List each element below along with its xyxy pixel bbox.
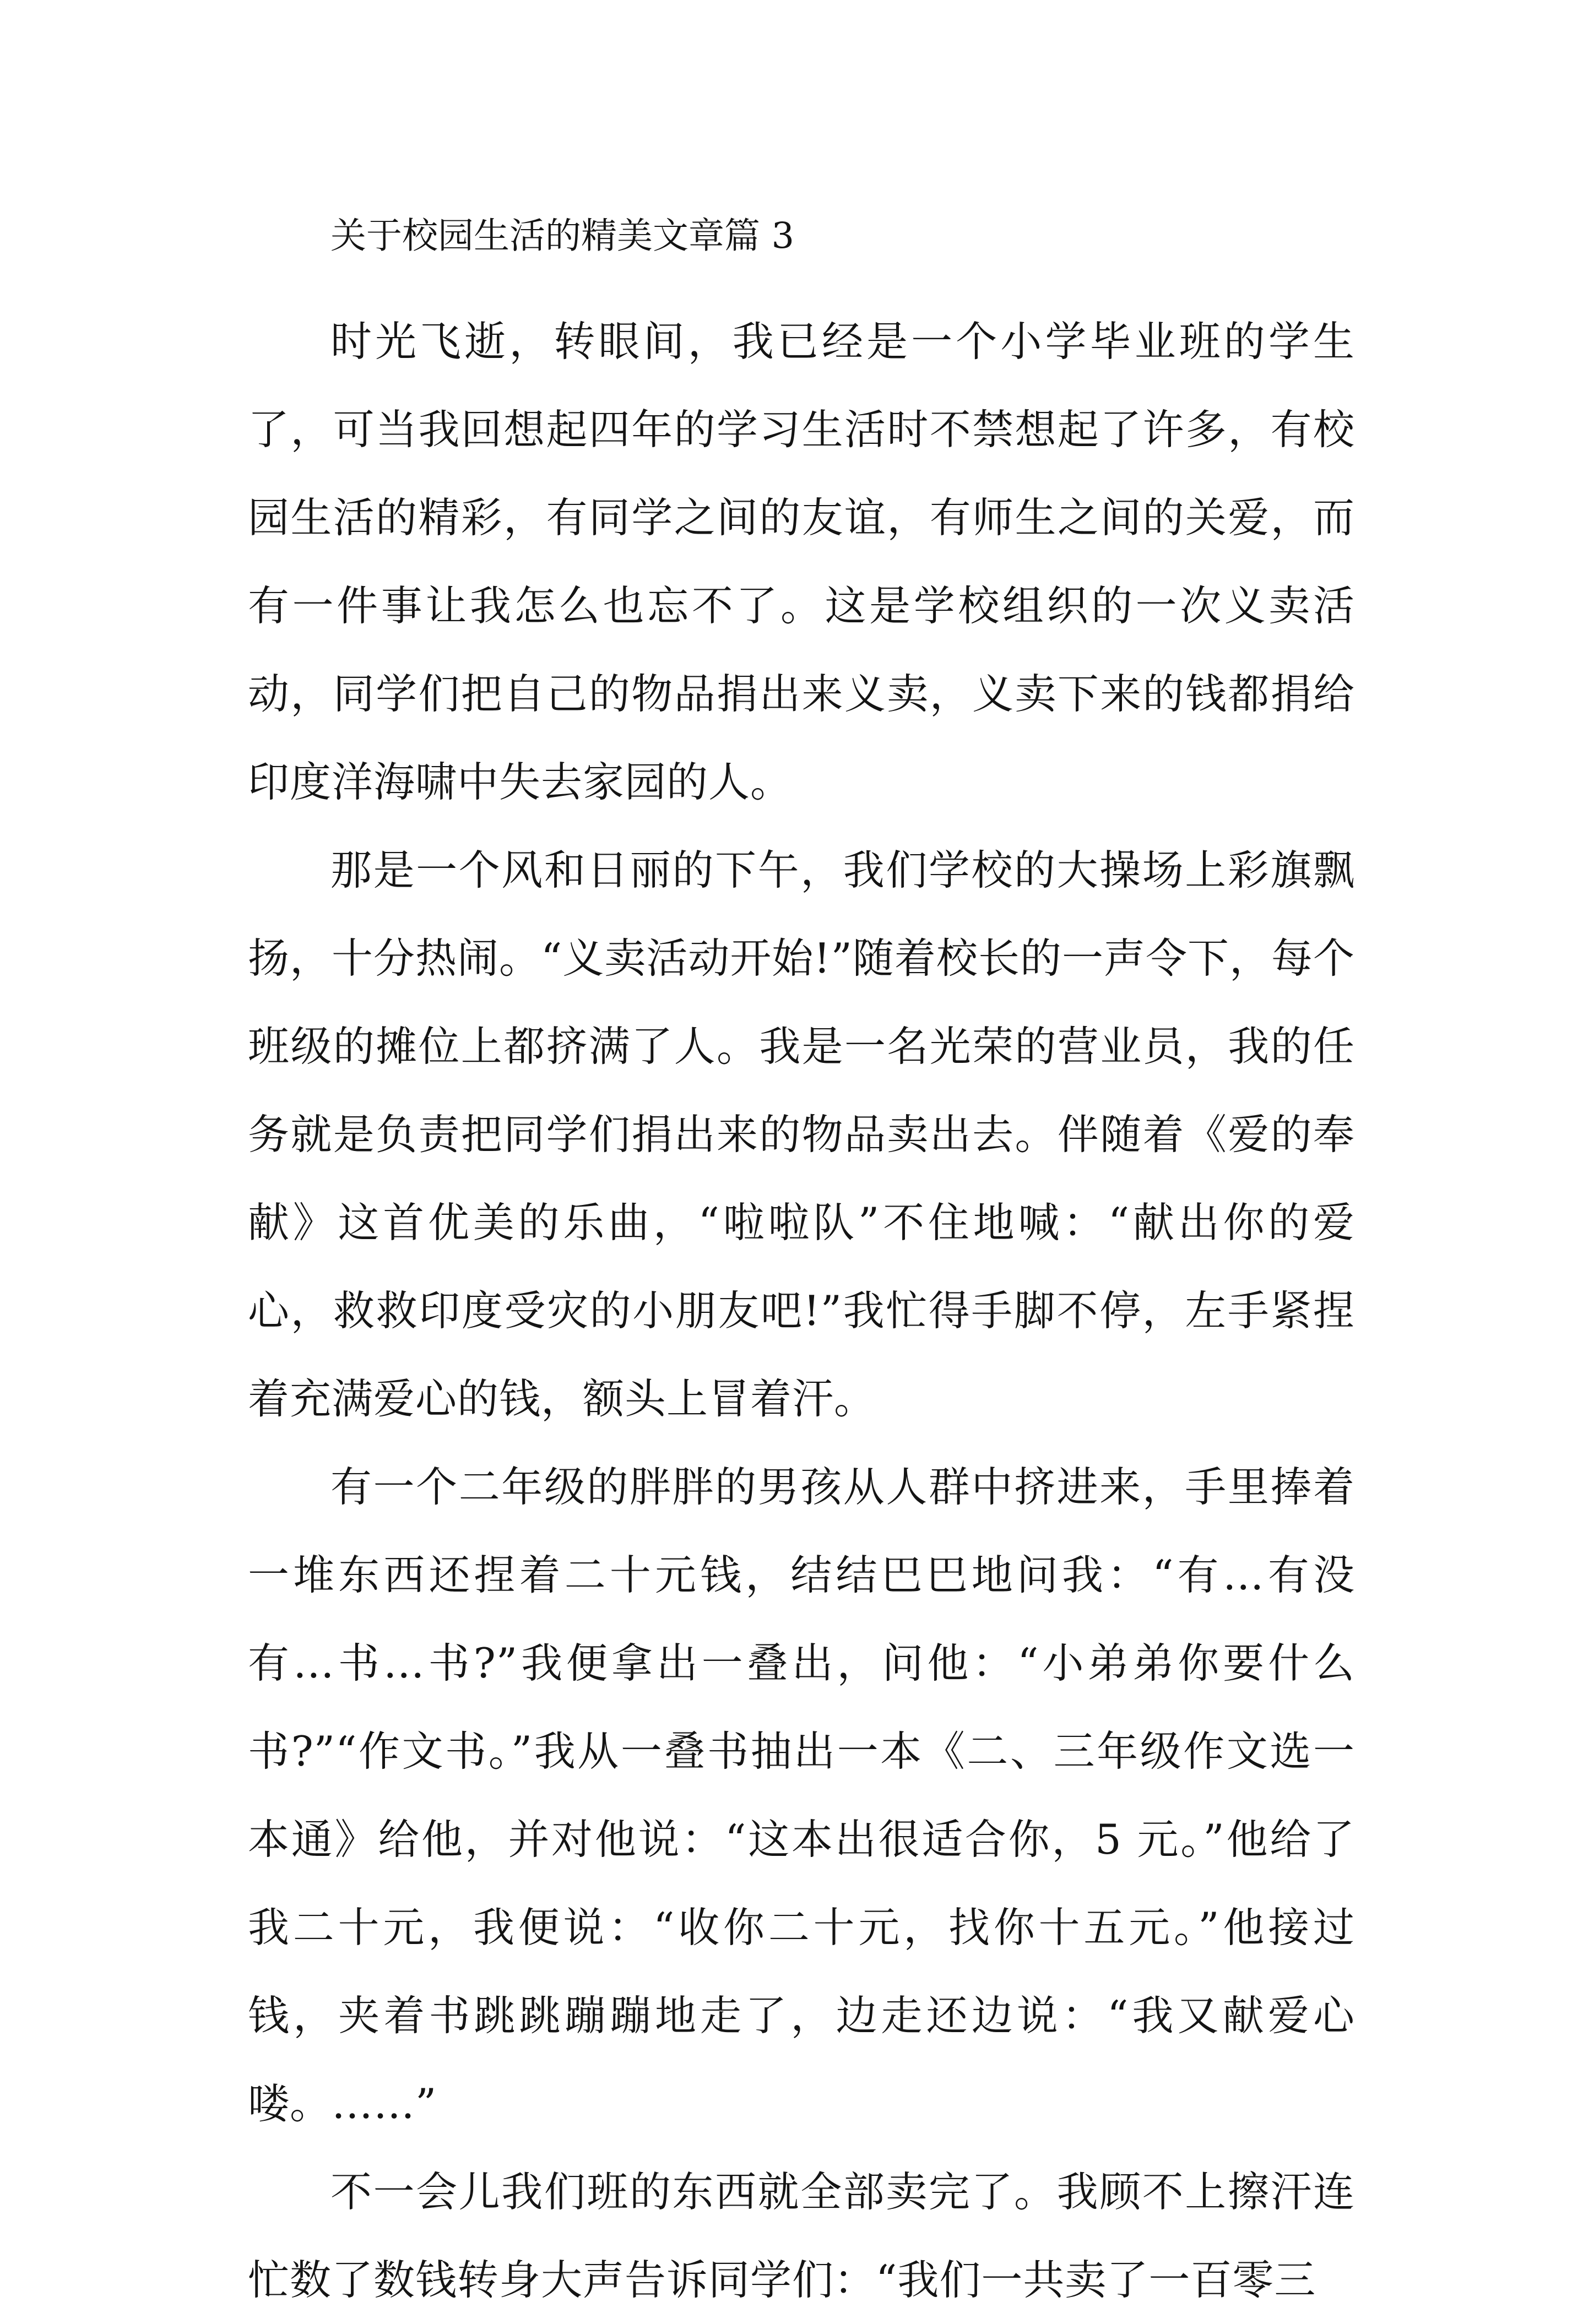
article-title: 关于校园生活的精美文章篇 3	[330, 215, 795, 257]
paragraph-1: 时光飞逝，转眼间，我已经是一个小学毕业班的学生了，可当我回想起四年的学习生活时不禁想起了许多，有校园生活的精彩，有同学之间的友谊，有师生之间的关爱，而有一件事让我怎么也忘不了。这是学校组织的一次义卖活动，同学们把自己的物品捐出来义卖，义卖下来的钱都捐给印度洋海啸中失去家园的人。	[248, 317, 1355, 806]
paragraph-2: 那是一个风和日丽的下午，我们学校的大操场上彩旗飘扬，十分热闹。“义卖活动开始!”随着校长的一声令下，每个班级的摊位上都挤满了人。我是一名光荣的营业员，我的任务就是负责把同学们捐出来的物品卖出去。伴随着《爱的奉献》这首优美的乐曲，“啦啦队”不住地喊：“献出你的爱心，救救印度受灾的小朋友吧!”我忙得手脚不停，左手紧捏着充满爱心的钱，额头上冒着汗。	[248, 846, 1355, 1423]
article-body	[248, 209, 1355, 2324]
paragraph-3: 有一个二年级的胖胖的男孩从人群中挤进来，手里捧着一堆东西还捏着二十元钱，结结巴巴地问我：“有…有没有…书…书?”我便拿出一叠出，问他：“小弟弟你要什么书?”“作文书。”我从一叠书抽出一本《二、三年级作文选一本通》给他，并对他说：“这本出很适合你，5 元。”他给了我二十元，我便说：“收你二十元，找你十五元。”他接过钱，夹着书跳跳蹦蹦地走了，边走还边说：“我又献爱心喽。……”	[248, 1463, 1355, 2128]
paragraph-4: 不一会儿我们班的东西就全部卖完了。我顾不上擦汗连忙数了数钱转身大声告诉同学们：“我们一共卖了一百零三	[248, 2168, 1355, 2304]
